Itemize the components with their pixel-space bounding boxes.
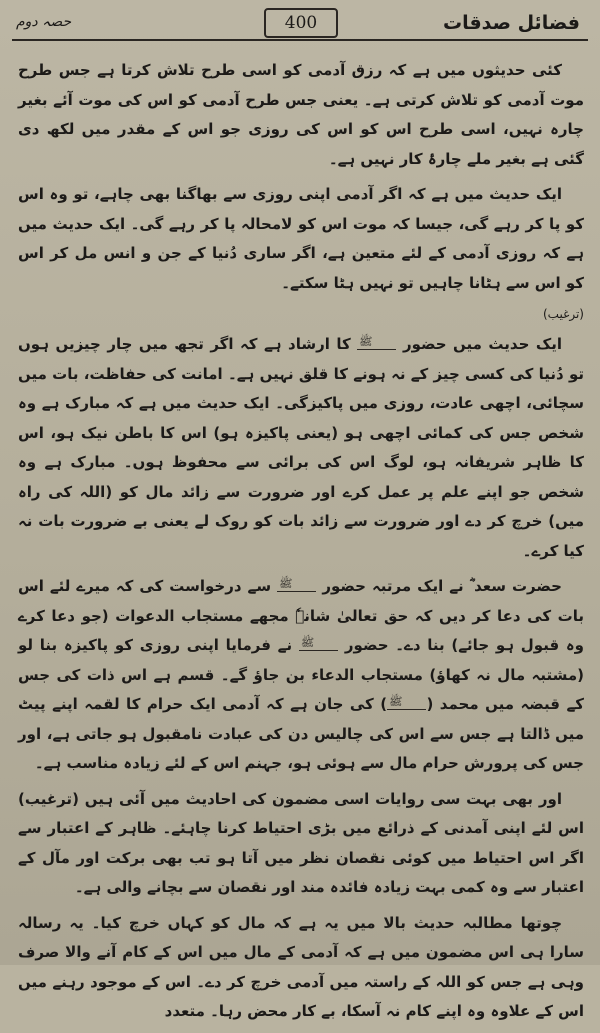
paragraph: کئی حدیثوں میں ہے کہ رزق آدمی کو اسی طرح تلاش کرتا ہے جس طرح موت آدمی کو تلاش کرتی ہے۔ یعنی جس طرح آدمی کو اس کی موت آئے بغیر چارہ نہیں، اسی طرح اس کو اس کی روزی جو اس کے مقدر میں لکھ دی گئی ہے بغیر ملے چارۂ کار نہیں ہے۔ xyxy=(18,61,584,168)
volume-label: حصہ دوم xyxy=(16,14,72,30)
paragraph-text: ایک حدیث میں حضور xyxy=(402,335,562,353)
paragraph xyxy=(18,572,584,779)
honorific-mark: ﷺ xyxy=(277,577,316,592)
paragraph-text: سے درخواست کی کہ میرے لئے اس بات کی دعا کر دیں کہ حق تعالیٰ شانہٗ مجھے مستجاب الدعوات (جو دعا کرے وہ قبول ہو جائے) بنا دے۔ حضور xyxy=(18,577,584,654)
page-header xyxy=(14,6,586,40)
honorific-mark: ﷺ xyxy=(387,695,426,710)
paragraph-text: حضرت سعد ؓ نے ایک مرتبہ حضور xyxy=(322,577,562,595)
paragraph: چوتھا مطالبہ حدیث بالا میں یہ ہے کہ مال کو کہاں خرچ کیا۔ یہ رسالہ سارا ہی اس مضمون میں ہے کہ آدمی کے مال میں اس کے کام آنے والا صرف وہی ہے جس کو اللہ کے راستہ میں آدمی خرچ کر دے۔ اس کے موجود رہنے میں اس کے علاوہ وہ اپنے کام نہ آسکا، بے کار محض رہا۔ متعدد xyxy=(18,913,584,1020)
book-title: فضائل صدقات xyxy=(442,12,580,34)
reference-note: (ترغیب) xyxy=(542,307,584,321)
page-number: 400 xyxy=(264,8,338,38)
paragraph: اور بھی بہت سی روایات اسی مضمون کی احادیث میں آئی ہیں (ترغیب) اس لئے اپنی آمدنی کے ذرائع میں بڑی احتیاط کرنا چاہئے۔ ظاہر کے اعتبار سے اگر اس احتیاط میں کوئی نقصان نظر میں آتا ہو تب بھی برکت اور مآل کے اعتبار سے وہ کمی بہت زیادہ فائدہ مند اور نقصان سے بچانے والی ہے۔ xyxy=(18,789,584,896)
paragraph-text: ) کی جان ہے کہ آدمی ایک حرام کا لقمہ اپنے پیٹ میں ڈالتا ہے جس سے اس کی چالیس دن کی عبادت نامقبول ہو جاتی ہے، اور جس کی پرورش حرام مال سے ہوئی ہو، جہنم اس کے لئے زیادہ مناسب ہے۔ xyxy=(18,695,584,772)
paragraph xyxy=(18,330,584,566)
paragraph-text: نے فرمایا اپنی روزی کو پاکیزہ بنا لو (مشتبہ مال نہ کھاؤ) مستجاب الدعاء بن جاؤ گے۔ قسم ہے اس ذات کی جس کے قبضہ میں محمد ( xyxy=(18,636,585,713)
honorific-mark: ﷺ xyxy=(299,636,338,651)
page-body xyxy=(18,56,584,1033)
paragraph-text: کا ارشاد ہے کہ اگر تجھ میں چار چیزیں ہوں تو دُنیا کی کسی چیز کے نہ ہونے کا قلق نہیں ہے۔ امانت کی حفاظت، بات میں سچائی، اچھی عادت، روزی میں پاکیزگی۔ ایک حدیث میں ہے کہ مبارک ہے وہ شخص جس کی کمائی اچھی ہو (یعنی پاکیزہ ہو) اس کا باطن نیک ہو، اس کا ظاہر شریفانہ ہو، لوگ اس کی برائی سے محفوظ ہوں۔ مبارک ہے وہ شخص جو اپنے علم پر عمل کرے اور ضرورت سے زائد مال کو (اللہ کی راہ میں) خرچ کر دے اور ضرورت سے زائد بات کو روک لے یعنی بے ضرورت بات نہ کیا کرے۔ xyxy=(18,335,584,560)
header-divider xyxy=(12,39,588,41)
paragraph: ایک حدیث میں ہے کہ اگر آدمی اپنی روزی سے بھاگنا بھی چاہے، تو وہ اس کو پا کر رہے گی، جیسا کہ موت اس کو لامحالہ پا کر رہے گی۔ ایک حدیث میں ہے کہ روزی آدمی کے لئے متعین ہے، اگر ساری دُنیا کے جن و انس مل کر اس کو اس سے ہٹانا چاہیں تو نہیں ہٹا سکتے۔ xyxy=(18,185,584,292)
honorific-mark: ﷺ xyxy=(357,335,396,350)
